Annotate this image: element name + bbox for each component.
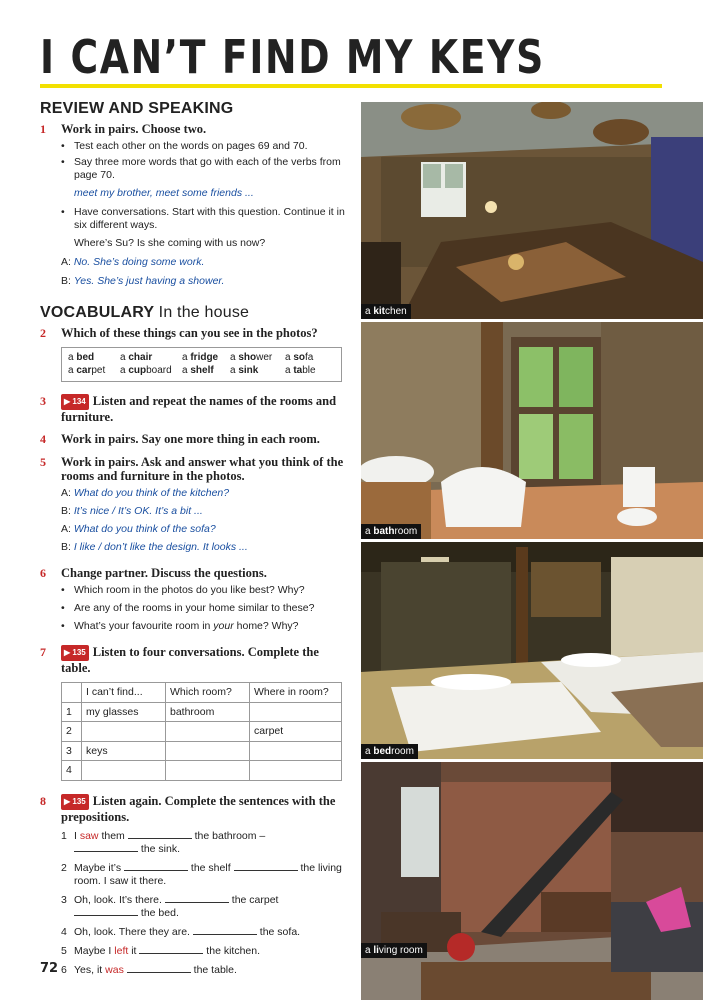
sentence: 1 I saw them the bathroom – the sink. <box>61 829 266 855</box>
vocab-word: a carpet <box>68 365 106 376</box>
sentence: 3 Oh, look. It’s there. the carpet the bed. <box>61 893 279 919</box>
bullet: • Say three more words that go with each of the verbs from page 70. <box>40 156 345 182</box>
bullet: • Are any of the rooms in your home similar to these? <box>40 602 345 615</box>
table-row: 2 carpet <box>62 722 342 742</box>
question-7: 7 ▶ 135 Listen to four conversations. Complete the table. <box>40 645 319 675</box>
photo-caption: a bathroom <box>361 524 421 539</box>
vocab-word: a fridge <box>182 352 219 363</box>
question-6: 6 Change partner. Discuss the questions. <box>40 566 267 580</box>
vocab-word: a sink <box>230 365 259 376</box>
question-4: 4 Work in pairs. Say one more thing in each room. <box>40 432 320 446</box>
example-text: meet my brother, meet some friends ... <box>74 187 254 199</box>
dialogue-line: B: It’s nice / It’s OK. It’s a bit ... <box>61 505 203 517</box>
sentence: 5 Maybe I left it the kitchen. <box>61 944 261 957</box>
exercise-column <box>40 100 345 977</box>
page-title: I CAN’T FIND MY KEYS <box>40 30 545 84</box>
bullet: • Have conversations. Start with this question. Continue it in six different ways. <box>40 206 345 232</box>
dialogue-line: B: I like / don’t like the design. It looks ... <box>61 541 248 553</box>
table-row: 3 keys <box>62 741 342 761</box>
dialogue-line: B: Yes. She’s just having a shower. <box>61 275 225 287</box>
dialogue-line: A: What do you think of the sofa? <box>61 523 216 535</box>
bullet: • What’s your favourite room in your home? Why? <box>40 620 345 633</box>
sentence: 4 Oh, look. There they are. the sofa. <box>61 925 301 938</box>
example-question: Where’s Su? Is she coming with us now? <box>74 237 266 249</box>
title-underline <box>40 84 662 88</box>
photo-caption: a bedroom <box>361 744 418 759</box>
question-8: 8 ▶ 135 Listen again. Complete the sentences with the prepositions. <box>40 793 336 824</box>
vocab-word: a chair <box>120 352 153 363</box>
table-row: 4 <box>62 761 342 781</box>
answer-table <box>61 682 342 781</box>
audio-track-icon[interactable]: ▶ 135 <box>61 645 89 661</box>
question-3: 3 ▶ 134 Listen and repeat the names of the rooms and furniture. <box>40 394 337 424</box>
dialogue-line: A: What do you think of the kitchen? <box>61 487 230 499</box>
question-5: 5 Work in pairs. Ask and answer what you think of the rooms and furniture in the photos. <box>40 455 344 483</box>
bullet: • Which room in the photos do you like best? Why? <box>40 584 345 597</box>
question-1: 1 Work in pairs. Choose two. <box>40 122 207 136</box>
section-heading-review: REVIEW AND SPEAKING <box>40 100 234 117</box>
bathroom-photo <box>361 322 703 539</box>
vocab-word: a bed <box>68 352 95 363</box>
living-room-photo <box>361 762 703 1000</box>
dialogue-line: A: No. She’s doing some work. <box>61 256 205 268</box>
table-header-row: I can’t find... Which room? Where in room? <box>62 683 342 703</box>
bullet: • Test each other on the words on pages 69 and 70. <box>40 140 345 153</box>
audio-track-icon[interactable]: ▶ 134 <box>61 394 89 410</box>
sentence: 6 Yes, it was the table. <box>61 963 237 976</box>
vocabulary-box <box>61 347 342 382</box>
vocab-word: a shower <box>230 352 273 363</box>
section-heading-vocabulary: VOCABULARY In the house <box>40 304 250 321</box>
vocab-word: a cupboard <box>120 365 172 376</box>
photo-caption: a kitchen <box>361 304 411 319</box>
page-number: 72 <box>40 961 59 976</box>
vocab-word: a shelf <box>182 365 214 376</box>
audio-track-icon[interactable]: ▶ 135 <box>61 794 89 810</box>
bedroom-photo <box>361 542 703 759</box>
sentence: 2 Maybe it’s the shelf the living room. I saw it there. <box>61 861 342 887</box>
photo-caption: a living room <box>361 943 427 958</box>
vocab-word: a sofa <box>285 352 314 363</box>
kitchen-photo <box>361 102 703 319</box>
table-row: 1 my glasses bathroom <box>62 702 342 722</box>
vocab-word: a table <box>285 365 316 376</box>
question-2: 2 Which of these things can you see in the photos? <box>40 326 318 340</box>
